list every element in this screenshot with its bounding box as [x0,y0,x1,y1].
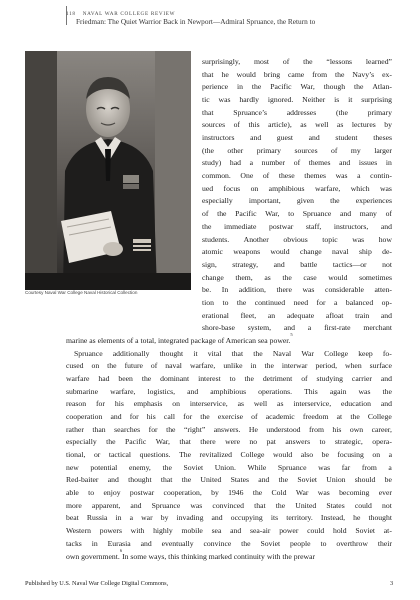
admiral-portrait-photo [25,51,191,290]
body-line: the immediate postwar staff, instructors, and [202,221,392,231]
running-head-journal: NAVAL WAR COLLEGE REVIEW [82,11,176,17]
body-line: instructors and guest and student theses [202,133,392,143]
body-line: especially the Pacific War, that there were no pat answers to strategic, opera- [66,437,392,447]
body-line: shore-base system, and a first-rate merchant [202,323,392,333]
body-line: be. In addition, there was considerable atten- [202,285,392,295]
body-line: reason for his emphasis on interservice, as well as interservice, education and [66,399,392,409]
body-line: change them, as the case would sometimes [202,272,392,282]
body-line: new potential enemy, the Soviet Union. While Spruance was far from a [66,462,392,472]
body-line: ued focus on amphibious warfare, which was [202,183,392,193]
body-line: own government. 6 In some ways, this thinking marked continuity with the prewar [66,547,316,561]
body-line: sources of this article), as well as lectures by [202,120,392,130]
body-line: Western powers with highly mobile sea and sea-air power could hold Soviet at- [66,526,392,536]
footnote-ref[interactable]: 6 [119,547,123,553]
body-line: warfare had been the dominant interest to the detriment of studying carrier and [66,374,392,383]
body-line: (the other primary sources of my larger [202,145,392,155]
body-line: cooperation and for his call for the exercise of academic freedom at the College [66,412,392,422]
footnote-ref[interactable]: 5 [290,331,293,337]
running-head-article-title: Friedman: The Quiet Warrior Back in Newport—Admiral Spruance, the Return to [76,17,316,26]
body-line: tic was hardly ignored. Neither is it surprising [202,95,392,105]
body-line: common. One of these themes was a contin- [202,171,392,181]
body-line: beat Russia in a war by invading and occupying its territory. Instead, he thought [66,513,392,523]
photo-credit: Courtesy Naval War College Naval Historical Collection [25,290,138,295]
body-line: atomic weapons would change naval ship de- [202,247,392,257]
body-line: more apparent, and Spruance was convinced that the United States could not [66,500,392,510]
body-line: Red-baiter and thought that the United States and the Soviet Union should be [66,475,392,485]
running-head-page-number: 118 [66,11,76,17]
body-line: submarine warfare, logistics, and amphibious operations. This again was the [66,386,392,396]
body-line: surprisingly, most of the “lessons learned” [202,57,392,66]
body-line: tion to the continued need for a balanced op- [202,297,392,307]
body-line: tional, or tactical questions. The revitalized College would also be focusing on a [66,450,392,460]
body-line: cused on the future of naval warfare, unlike in the interwar period, when surface [66,361,392,371]
body-line: tacks in Eurasia and eventually convince the Soviet people to overthrow their [66,538,392,548]
running-head [66,11,366,26]
body-line: that Spruance’s addresses (the primary [202,107,392,117]
body-line: of the Pacific War, to Spruance and many of [202,209,392,219]
body-line: able to enjoy postwar cooperation, by 1946 the Cold War was becoming ever [66,488,392,498]
body-line: marine as elements of a total, integrated package of American sea power. 5 [66,331,293,345]
body-line: Spruance additionally thought it vital that the Naval War College keep fo- [74,348,392,358]
body-line: rather than searches for the “right” answers. He understood from his own career, [66,424,392,434]
admiral-portrait-image [25,51,191,290]
footer-publisher: Published by U.S. Naval War College Digital Commons, [25,580,169,587]
body-line: students. Another obvious topic was how [202,234,392,244]
body-line: erational fleet, an adequate afloat train and [202,310,392,320]
body-line: study) had a number of themes and issues in [202,158,392,168]
body-line: especially important, given the experiences [202,196,392,206]
footer-page-number: 3 [390,580,394,587]
body-line: sign, strategy, and battle tactics—or not [202,259,392,269]
body-line: that he would bring came from the Navy’s ex- [202,69,392,79]
body-line: perience in the Pacific War, though the Atlan- [202,82,392,92]
